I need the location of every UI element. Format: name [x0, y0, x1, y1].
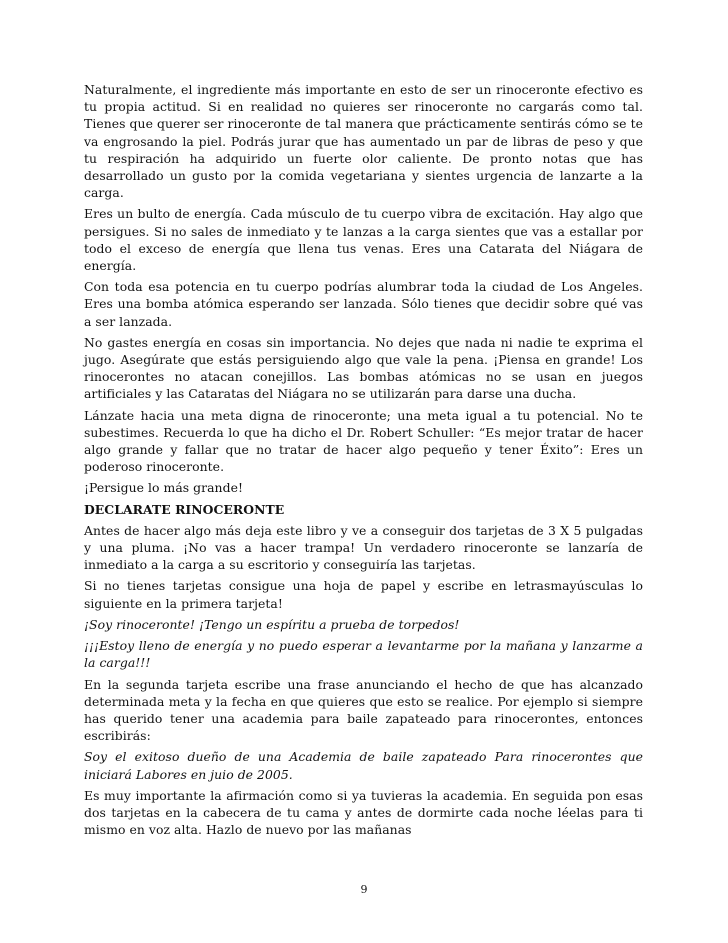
paragraph-no-gastes: No gastes energía en cosas sin importancia. No dejes que nada ni nadie te exprima el jugo. Asegúrate que estás persiguiendo algo que vale la pena. ¡Piensa en grande! Los rinocerontes no atacan conejillos. Las bombas atómicas no se usan en juegos artificiales y las Cataratas del Niágara no se utilizarán para darse una ducha. — [84, 334, 643, 402]
paragraph-potencia: Con toda esa potencia en tu cuerpo podrías alumbrar toda la ciudad de Los Angeles. Eres una bomba atómica esperando ser lanzada. Sólo tienes que decidir sobre qué vas a ser lanzada. — [84, 279, 643, 329]
page-number: 9 — [360, 883, 368, 896]
paragraph-tarjetas: Antes de hacer algo más deja este libro y ve a conseguir dos tarjetas de 3 X 5 pulgadas y una pluma. ¡No vas a hacer trampa! Un verdadero rinoceronte se lanzaría de inmediato a la carga a su escritorio y conseguiría las tarjetas. — [84, 522, 643, 573]
affirmation-academia: Soy el exitoso dueño de una Academia de baile zapateado Para rinocerontes que iniciará Labores en juio de 2005. — [84, 749, 643, 782]
paragraph-afirmacion: Es muy importante la afirmación como si ya tuvieras la academia. En seguida pon esas dos tarjetas en la cabecera de tu cama y antes de dormirte cada noche léelas para ti mismo en voz alta. Hazlo de nuevo por las mañanas — [84, 787, 643, 838]
paragraph-segunda-tarjeta: En la segunda tarjeta escribe una frase anunciando el hecho de que has alcanzado determinada meta y la fecha en que quieres que esto se realice. Por ejemplo si siempre has querido tener una academia para baile zapateado para rinocerontes, entonces escribirás: — [84, 676, 643, 744]
paragraph-hoja-papel: Si no tienes tarjetas consigue una hoja de papel y escribe en letrasmayúsculas lo siguiente en la primera tarjeta! — [84, 578, 643, 611]
document-body — [84, 81, 643, 842]
paragraph-lanzate: Lánzate hacia una meta digna de rinoceronte; una meta igual a tu potencial. No te subestimes. Recuerda lo que ha dicho el Dr. Robert Schuller: “Es mejor tratar de hacer algo grande y fallar que no tratar de hacer algo pequeño y tener Éxito”: Eres un poderoso rinoceronte. — [84, 407, 643, 475]
affirmation-rinoceronte: ¡Soy rinoceronte! ¡Tengo un espíritu a prueba de torpedos! — [84, 616, 460, 632]
affirmation-energia: ¡¡¡Estoy lleno de energía y no puedo esperar a levantarme por la mañana y lanzarme a la carga!!! — [84, 638, 643, 671]
section-heading: DECLARATE RINOCERONTE — [84, 501, 285, 517]
paragraph-persigue: ¡Persigue lo más grande! — [84, 480, 243, 496]
paragraph-actitud: Naturalmente, el ingrediente más importante en esto de ser un rinoceronte efectivo es tu propia actitud. Si en realidad no quieres ser rinoceronte no cargarás como tal. Tienes que querer ser rinoceronte de tal manera que prácticamente sentirás cómo se te va engrosando la piel. Podrás jurar que has aumentado un par de libras de peso y que tu respiración ha adquirido un fuerte olor caliente. De pronto notas que has desarrollado un gusto por la comida vegetariana y sientes urgencia de lanzarte a la carga. — [84, 82, 643, 201]
paragraph-energia: Eres un bulto de energía. Cada músculo de tu cuerpo vibra de excitación. Hay algo que persigues. Si no sales de inmediato y te lanzas a la carga sientes que vas a estallar por todo el exceso de energía que llena tus venas. Eres una Catarata del Niágara de energía. — [84, 206, 643, 274]
